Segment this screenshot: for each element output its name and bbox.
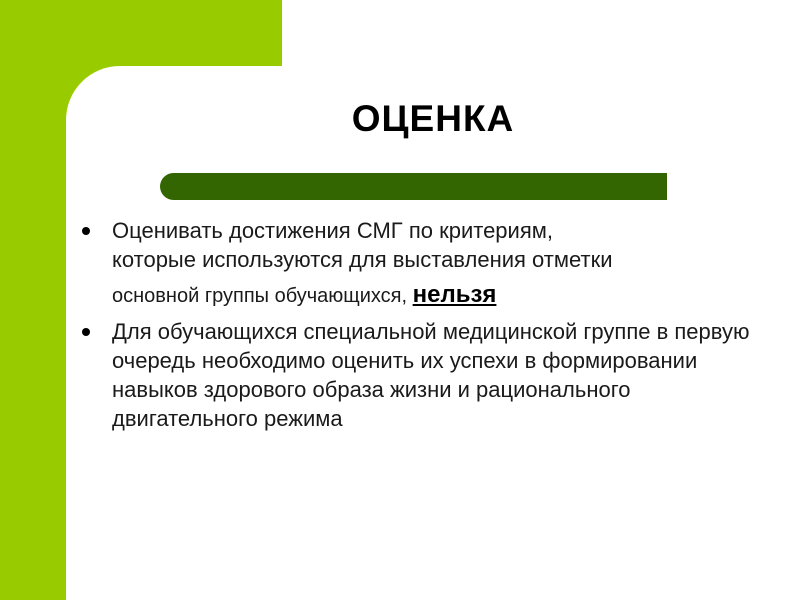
bullet-1-line-2: которые используются для выставления отметки (112, 247, 613, 272)
bullet-list (78, 216, 758, 433)
slide-title: ОЦЕНКА (351, 98, 515, 139)
bullet-2-text: Для обучающихся специальной медицинской группе в первую очередь необходимо оценить их успехи в формировании навыков здорового образа жизни и рационального двигательного режима (112, 319, 750, 431)
bullet-1-emphasis: нельзя (412, 281, 497, 308)
bullet-dot-icon (82, 328, 90, 336)
title-underline-bar (160, 173, 667, 200)
bullet-dot-icon (82, 227, 90, 235)
bullet-item-2 (78, 317, 758, 433)
bullet-1-line-3 (112, 280, 496, 311)
bullet-1-line-1: Оценивать достижения СМГ по критериям, (112, 218, 553, 243)
bullet-item-1 (78, 216, 758, 311)
bullet-1-line-3-text: основной группы обучающихся, (112, 285, 413, 307)
